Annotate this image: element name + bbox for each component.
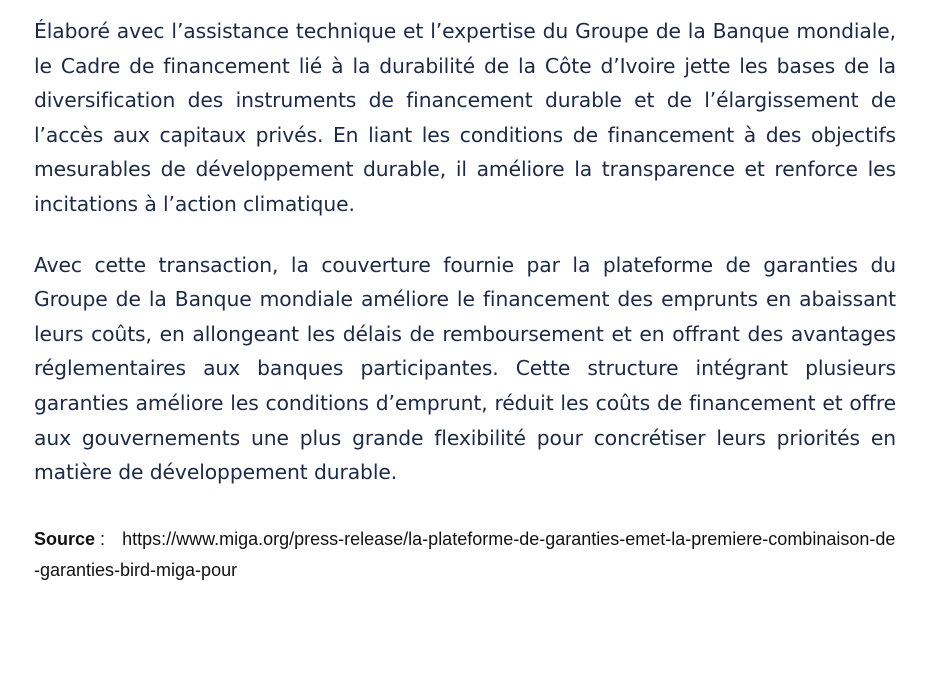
source-separator: : — [95, 528, 106, 549]
document-page — [34, 14, 896, 586]
source-url[interactable]: https://www.miga.org/press-release/la-plateforme-de-garanties-emet-la-premiere-combinaison-de-garanties-bird-miga-pour — [34, 528, 896, 580]
source-label: Source — [34, 528, 96, 549]
paragraph-1: Élaboré avec l’assistance technique et l’expertise du Groupe de la Banque mondiale, le Cadre de financement lié à la durabilité de la Côte d’Ivoire jette les bases de la diversification des instruments de financement durable et de l’élargissement de l’accès aux capitaux privés. En liant les conditions de financement à des objectifs mesurables de développement durable, il améliore la transparence et renforce les incitations à l’action climatique. — [34, 19, 896, 216]
paragraph-2: Avec cette transaction, la couverture fournie par la plateforme de garanties du Groupe de la Banque mondiale améliore le financement des emprunts en abaissant leurs coûts, en allongeant les délais de remboursement et en offrant des avantages réglementaires aux banques participantes. Cette structure intégrant plusieurs garanties améliore les conditions d’emprunt, réduit les coûts de financement et offre aux gouvernements une plus grande flexibilité pour concrétiser leurs priorités en matière de développement durable. — [34, 252, 896, 485]
source-citation — [34, 524, 896, 586]
